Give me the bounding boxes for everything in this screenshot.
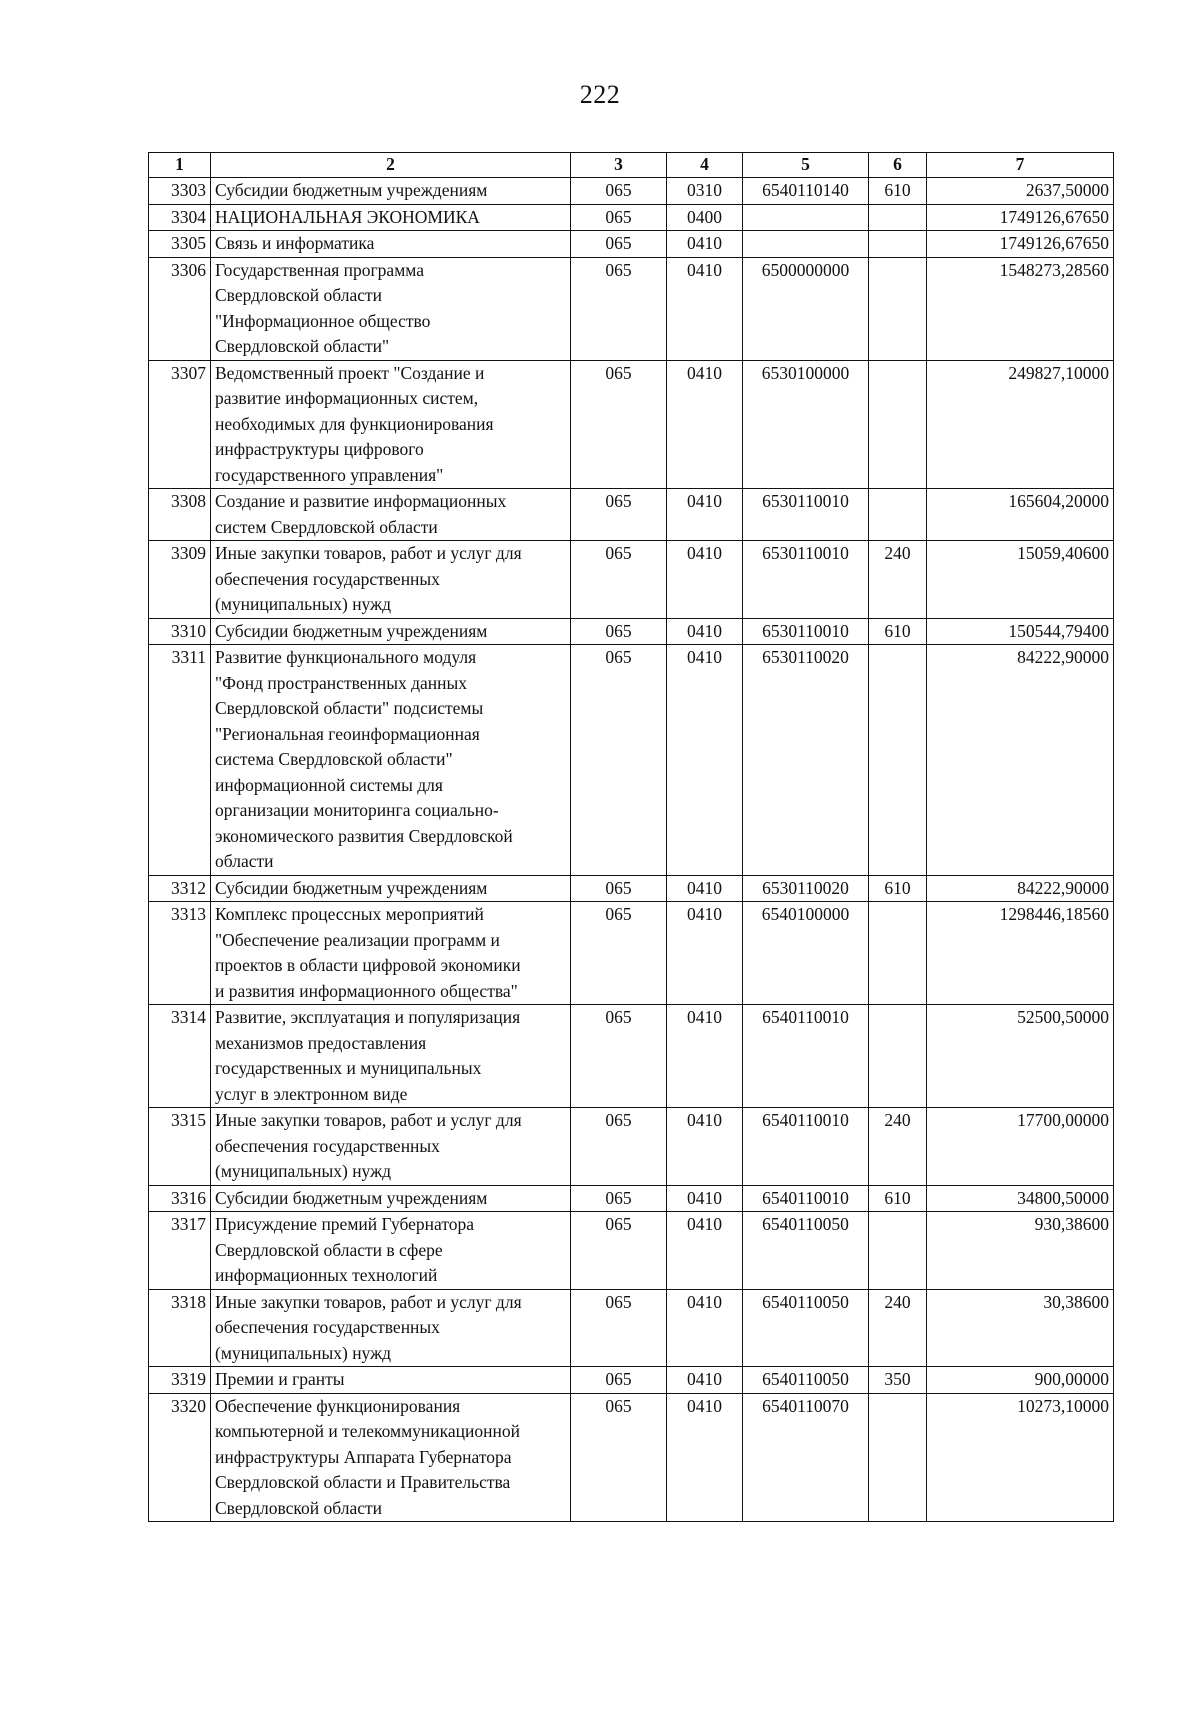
ministry-code: 065	[571, 257, 667, 360]
row-number: 3307	[149, 360, 211, 489]
row-number: 3306	[149, 257, 211, 360]
amount: 150544,79400	[927, 618, 1114, 645]
row-number: 3314	[149, 1005, 211, 1108]
column-header: 3	[571, 153, 667, 178]
section-code: 0410	[667, 231, 743, 258]
expense-type-code	[869, 902, 927, 1005]
row-name: Премии и гранты	[211, 1367, 571, 1394]
amount: 900,00000	[927, 1367, 1114, 1394]
ministry-code: 065	[571, 1393, 667, 1522]
ministry-code: 065	[571, 541, 667, 619]
table-row	[149, 1393, 1114, 1522]
section-code: 0410	[667, 1185, 743, 1212]
row-name: Иные закупки товаров, работ и услуг для обеспечения государственных (муниципальных) нужд	[211, 1108, 571, 1186]
target-article-code: 6530110010	[743, 618, 869, 645]
row-name: Иные закупки товаров, работ и услуг для обеспечения государственных (муниципальных) нужд	[211, 1289, 571, 1367]
expense-type-code: 610	[869, 618, 927, 645]
target-article-code: 6530110020	[743, 875, 869, 902]
ministry-code: 065	[571, 645, 667, 876]
section-code: 0410	[667, 489, 743, 541]
row-number: 3316	[149, 1185, 211, 1212]
table-row	[149, 1005, 1114, 1108]
expense-type-code: 610	[869, 875, 927, 902]
table-row	[149, 360, 1114, 489]
expense-type-code	[869, 489, 927, 541]
table-row	[149, 178, 1114, 205]
row-name: Ведомственный проект "Создание и развитие информационных систем, необходимых для функционирования инфраструктуры цифрового государственного управления"	[211, 360, 571, 489]
table-row	[149, 1367, 1114, 1394]
column-header: 6	[869, 153, 927, 178]
ministry-code: 065	[571, 875, 667, 902]
row-number: 3303	[149, 178, 211, 205]
section-code: 0410	[667, 1212, 743, 1290]
expense-type-code: 610	[869, 1185, 927, 1212]
expense-type-code	[869, 257, 927, 360]
row-number: 3309	[149, 541, 211, 619]
amount: 15059,40600	[927, 541, 1114, 619]
table-row	[149, 1108, 1114, 1186]
expense-type-code	[869, 645, 927, 876]
ministry-code: 065	[571, 178, 667, 205]
target-article-code: 6530110010	[743, 489, 869, 541]
row-name: НАЦИОНАЛЬНАЯ ЭКОНОМИКА	[211, 204, 571, 231]
amount: 165604,20000	[927, 489, 1114, 541]
ministry-code: 065	[571, 1108, 667, 1186]
row-name: Иные закупки товаров, работ и услуг для обеспечения государственных (муниципальных) нужд	[211, 541, 571, 619]
ministry-code: 065	[571, 1185, 667, 1212]
section-code: 0410	[667, 1393, 743, 1522]
section-code: 0400	[667, 204, 743, 231]
target-article-code: 6500000000	[743, 257, 869, 360]
expense-type-code	[869, 360, 927, 489]
row-name: Обеспечение функционирования компьютерной и телекоммуникационной инфраструктуры Аппарата Губернатора Свердловской области и Правительства Свердловской области	[211, 1393, 571, 1522]
column-header: 1	[149, 153, 211, 178]
table-row	[149, 231, 1114, 258]
amount: 10273,10000	[927, 1393, 1114, 1522]
amount: 17700,00000	[927, 1108, 1114, 1186]
target-article-code: 6540110140	[743, 178, 869, 205]
amount: 1749126,67650	[927, 231, 1114, 258]
section-code: 0410	[667, 875, 743, 902]
row-number: 3317	[149, 1212, 211, 1290]
ministry-code: 065	[571, 204, 667, 231]
amount: 2637,50000	[927, 178, 1114, 205]
row-number: 3310	[149, 618, 211, 645]
ministry-code: 065	[571, 489, 667, 541]
ministry-code: 065	[571, 1005, 667, 1108]
table-row	[149, 541, 1114, 619]
target-article-code: 6540110050	[743, 1367, 869, 1394]
row-number: 3305	[149, 231, 211, 258]
row-name: Развитие, эксплуатация и популяризация механизмов предоставления государственных и муниципальных услуг в электронном виде	[211, 1005, 571, 1108]
ministry-code: 065	[571, 1289, 667, 1367]
table-row	[149, 1289, 1114, 1367]
section-code: 0410	[667, 1367, 743, 1394]
expense-type-code: 240	[869, 541, 927, 619]
row-number: 3311	[149, 645, 211, 876]
expense-type-code	[869, 1212, 927, 1290]
target-article-code	[743, 204, 869, 231]
ministry-code: 065	[571, 1367, 667, 1394]
ministry-code: 065	[571, 231, 667, 258]
table-row	[149, 875, 1114, 902]
expense-type-code: 240	[869, 1289, 927, 1367]
target-article-code: 6530100000	[743, 360, 869, 489]
row-number: 3315	[149, 1108, 211, 1186]
table-header-row	[149, 153, 1114, 178]
row-number: 3304	[149, 204, 211, 231]
expense-type-code: 610	[869, 178, 927, 205]
column-header: 4	[667, 153, 743, 178]
amount: 84222,90000	[927, 875, 1114, 902]
row-number: 3313	[149, 902, 211, 1005]
table-row	[149, 902, 1114, 1005]
amount: 30,38600	[927, 1289, 1114, 1367]
column-header: 5	[743, 153, 869, 178]
row-number: 3320	[149, 1393, 211, 1522]
section-code: 0410	[667, 1108, 743, 1186]
row-name: Субсидии бюджетным учреждениям	[211, 875, 571, 902]
table-row	[149, 1185, 1114, 1212]
target-article-code: 6540110050	[743, 1289, 869, 1367]
target-article-code: 6540110070	[743, 1393, 869, 1522]
row-name: Создание и развитие информационных систем Свердловской области	[211, 489, 571, 541]
target-article-code: 6540110010	[743, 1005, 869, 1108]
section-code: 0410	[667, 360, 743, 489]
row-name: Субсидии бюджетным учреждениям	[211, 618, 571, 645]
row-name: Комплекс процессных мероприятий "Обеспечение реализации программ и проектов в области цифровой экономики и развития информационного общества"	[211, 902, 571, 1005]
table-row	[149, 1212, 1114, 1290]
expense-type-code: 350	[869, 1367, 927, 1394]
table-row	[149, 618, 1114, 645]
expense-type-code	[869, 231, 927, 258]
row-name: Субсидии бюджетным учреждениям	[211, 178, 571, 205]
section-code: 0410	[667, 618, 743, 645]
row-name: Присуждение премий Губернатора Свердловской области в сфере информационных технологий	[211, 1212, 571, 1290]
row-number: 3319	[149, 1367, 211, 1394]
amount: 1548273,28560	[927, 257, 1114, 360]
row-name: Субсидии бюджетным учреждениям	[211, 1185, 571, 1212]
amount: 52500,50000	[927, 1005, 1114, 1108]
row-name: Связь и информатика	[211, 231, 571, 258]
table-row	[149, 204, 1114, 231]
section-code: 0410	[667, 541, 743, 619]
amount: 249827,10000	[927, 360, 1114, 489]
section-code: 0410	[667, 645, 743, 876]
row-name: Развитие функционального модуля "Фонд пространственных данных Свердловской области" подсистемы "Региональная геоинформационная система Свердловской области" информационной системы для организации мониторинга социально- экономического развития Свердловской области	[211, 645, 571, 876]
expense-type-code	[869, 204, 927, 231]
amount: 34800,50000	[927, 1185, 1114, 1212]
expense-type-code: 240	[869, 1108, 927, 1186]
column-header: 2	[211, 153, 571, 178]
row-number: 3312	[149, 875, 211, 902]
amount: 84222,90000	[927, 645, 1114, 876]
row-number: 3308	[149, 489, 211, 541]
amount: 1298446,18560	[927, 902, 1114, 1005]
amount: 930,38600	[927, 1212, 1114, 1290]
table-row	[149, 489, 1114, 541]
section-code: 0410	[667, 257, 743, 360]
row-name: Государственная программа Свердловской области "Информационное общество Свердловской области"	[211, 257, 571, 360]
section-code: 0410	[667, 1005, 743, 1108]
target-article-code: 6540110050	[743, 1212, 869, 1290]
amount: 1749126,67650	[927, 204, 1114, 231]
page-number: 222	[579, 80, 621, 109]
ministry-code: 065	[571, 618, 667, 645]
ministry-code: 065	[571, 1212, 667, 1290]
table-row	[149, 645, 1114, 876]
expense-type-code	[869, 1005, 927, 1108]
target-article-code: 6530110020	[743, 645, 869, 876]
ministry-code: 065	[571, 360, 667, 489]
section-code: 0410	[667, 1289, 743, 1367]
target-article-code	[743, 231, 869, 258]
ministry-code: 065	[571, 902, 667, 1005]
target-article-code: 6540100000	[743, 902, 869, 1005]
budget-table	[148, 152, 1114, 1522]
target-article-code: 6530110010	[743, 541, 869, 619]
expense-type-code	[869, 1393, 927, 1522]
target-article-code: 6540110010	[743, 1185, 869, 1212]
table-body	[149, 178, 1114, 1522]
section-code: 0310	[667, 178, 743, 205]
column-header: 7	[927, 153, 1114, 178]
table-row	[149, 257, 1114, 360]
target-article-code: 6540110010	[743, 1108, 869, 1186]
row-number: 3318	[149, 1289, 211, 1367]
section-code: 0410	[667, 902, 743, 1005]
